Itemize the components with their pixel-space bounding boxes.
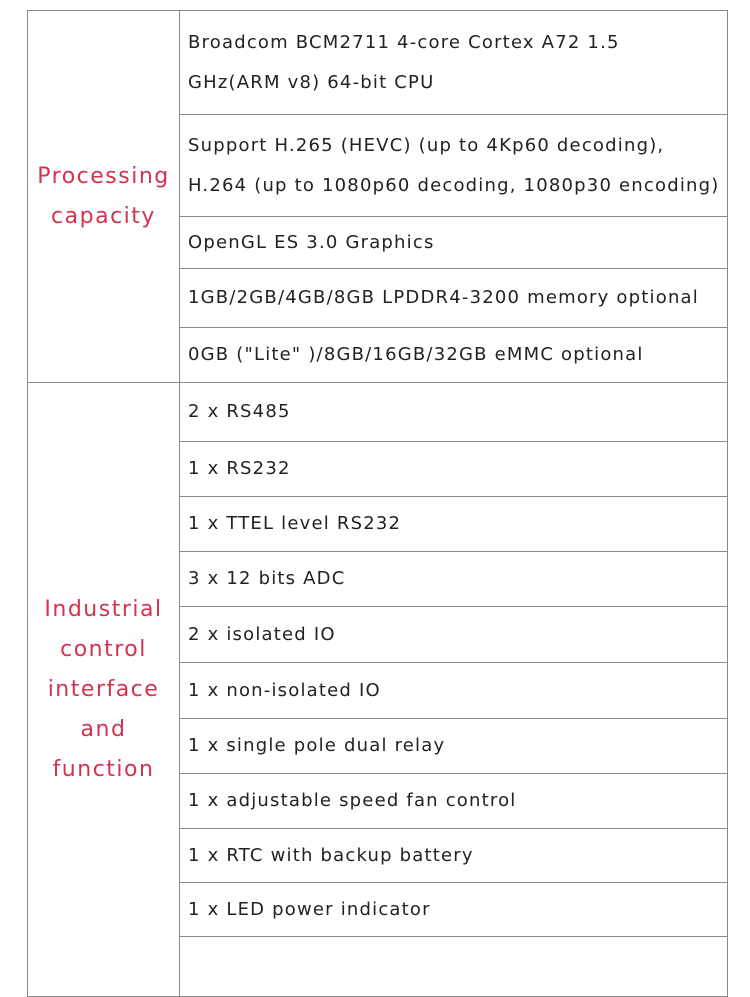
spec-item-text: 1 x RS232 (188, 458, 291, 479)
spec-item-cell (180, 607, 728, 663)
spec-item-cell (180, 328, 728, 383)
spec-item-text: 1 x non-isolated IO (188, 679, 381, 701)
spec-item-cell (180, 383, 728, 442)
spec-item-text: Broadcom BCM2711 4-core Cortex A72 1.5 (188, 31, 620, 53)
spec-item-cell (180, 883, 728, 937)
spec-item-text: 2 x isolated IO (188, 623, 336, 645)
spec-item-text: 1 x LED power indicator (188, 898, 431, 920)
spec-item-text: 3 x 12 bits ADC (188, 568, 346, 589)
spec-table (27, 10, 728, 997)
spec-item-cell (180, 552, 728, 607)
category-cell (28, 11, 180, 383)
spec-item-cell (180, 442, 728, 497)
spec-item-text: OpenGL ES 3.0 Graphics (188, 231, 435, 253)
spec-item-cell (180, 497, 728, 552)
spec-item-cell (180, 269, 728, 328)
spec-row (28, 383, 728, 442)
spec-item-cell (180, 11, 728, 115)
spec-item-text: 1 x TTEL level RS232 (188, 513, 402, 534)
spec-item-text: 1GB/2GB/4GB/8GB LPDDR4-3200 memory optional (188, 287, 699, 308)
spec-table-body (28, 11, 728, 997)
spec-item-text: 1 x RTC with backup battery (188, 844, 474, 866)
category-label: Processing capacity (37, 163, 170, 229)
spec-item-text: H.264 (up to 1080p60 decoding, 1080p30 encoding) (188, 174, 720, 196)
spec-item-cell (180, 115, 728, 217)
spec-item-text: GHz(ARM v8) 64-bit CPU (188, 71, 435, 93)
spec-item-cell (180, 719, 728, 774)
spec-item-cell (180, 829, 728, 883)
spec-row (28, 11, 728, 115)
spec-item-cell (180, 937, 728, 997)
spec-item-text: 0GB ("Lite" )/8GB/16GB/32GB eMMC optional (188, 344, 644, 365)
spec-item-text: 1 x single pole dual relay (188, 735, 446, 756)
spec-item-cell (180, 663, 728, 719)
category-label: Industrial control interface and function (44, 596, 163, 782)
spec-item-cell (180, 774, 728, 829)
spec-item-text: 2 x RS485 (188, 401, 291, 422)
category-cell (28, 383, 180, 997)
spec-item-text: 1 x adjustable speed fan control (188, 790, 517, 811)
spec-item-cell (180, 217, 728, 269)
spec-item-text: Support H.265 (HEVC) (up to 4Kp60 decoding), (188, 134, 665, 156)
